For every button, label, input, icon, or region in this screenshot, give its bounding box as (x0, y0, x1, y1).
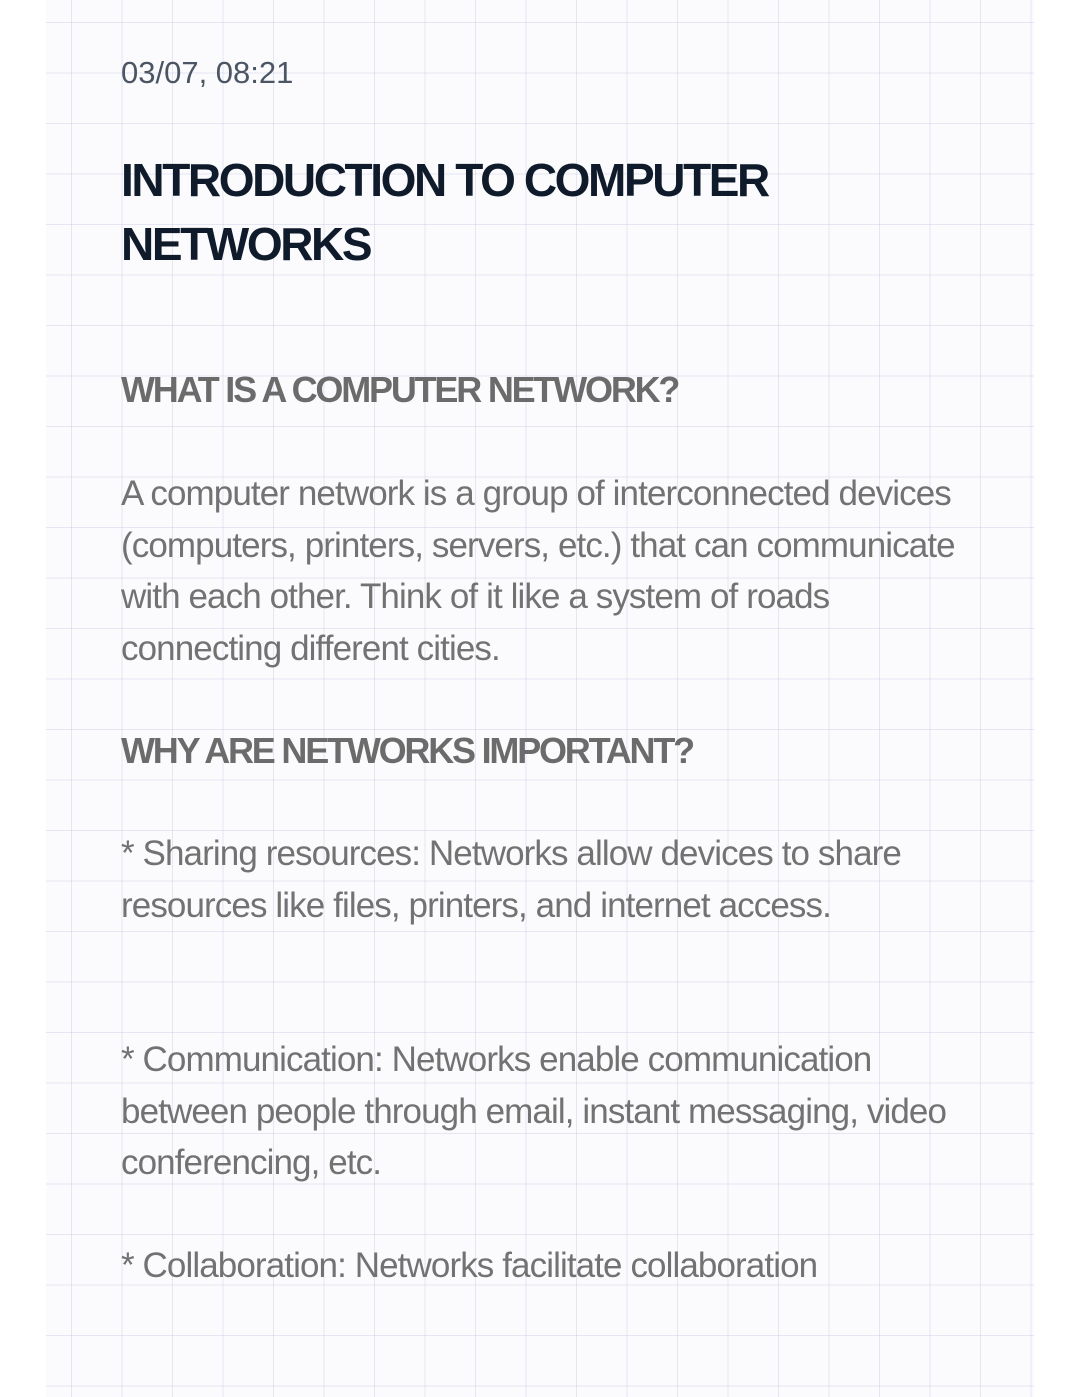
section-heading-what-is: WHAT IS A COMPUTER NETWORK? (121, 369, 679, 410)
note-timestamp: 03/07, 08:21 (121, 55, 294, 90)
bullet-sharing-resources: * Sharing resources: Networks allow devices to share resources like files, printers, and internet access. (121, 834, 901, 925)
bullet-collaboration: * Collaboration: Networks facilitate collaboration (121, 1246, 818, 1285)
paragraph-definition: A computer network is a group of interconnected devices (computers, printers, servers, etc.) that can communicate with each other. Think of it like a system of roads connecting different cities. (121, 474, 955, 668)
bullet-communication: * Communication: Networks enable communication between people through email, instant messaging, video conferencing, etc. (121, 1040, 947, 1182)
section-heading-why-important: WHY ARE NETWORKS IMPORTANT? (121, 730, 693, 771)
note-title: INTRODUCTION TO COMPUTER NETWORKS (121, 154, 768, 270)
